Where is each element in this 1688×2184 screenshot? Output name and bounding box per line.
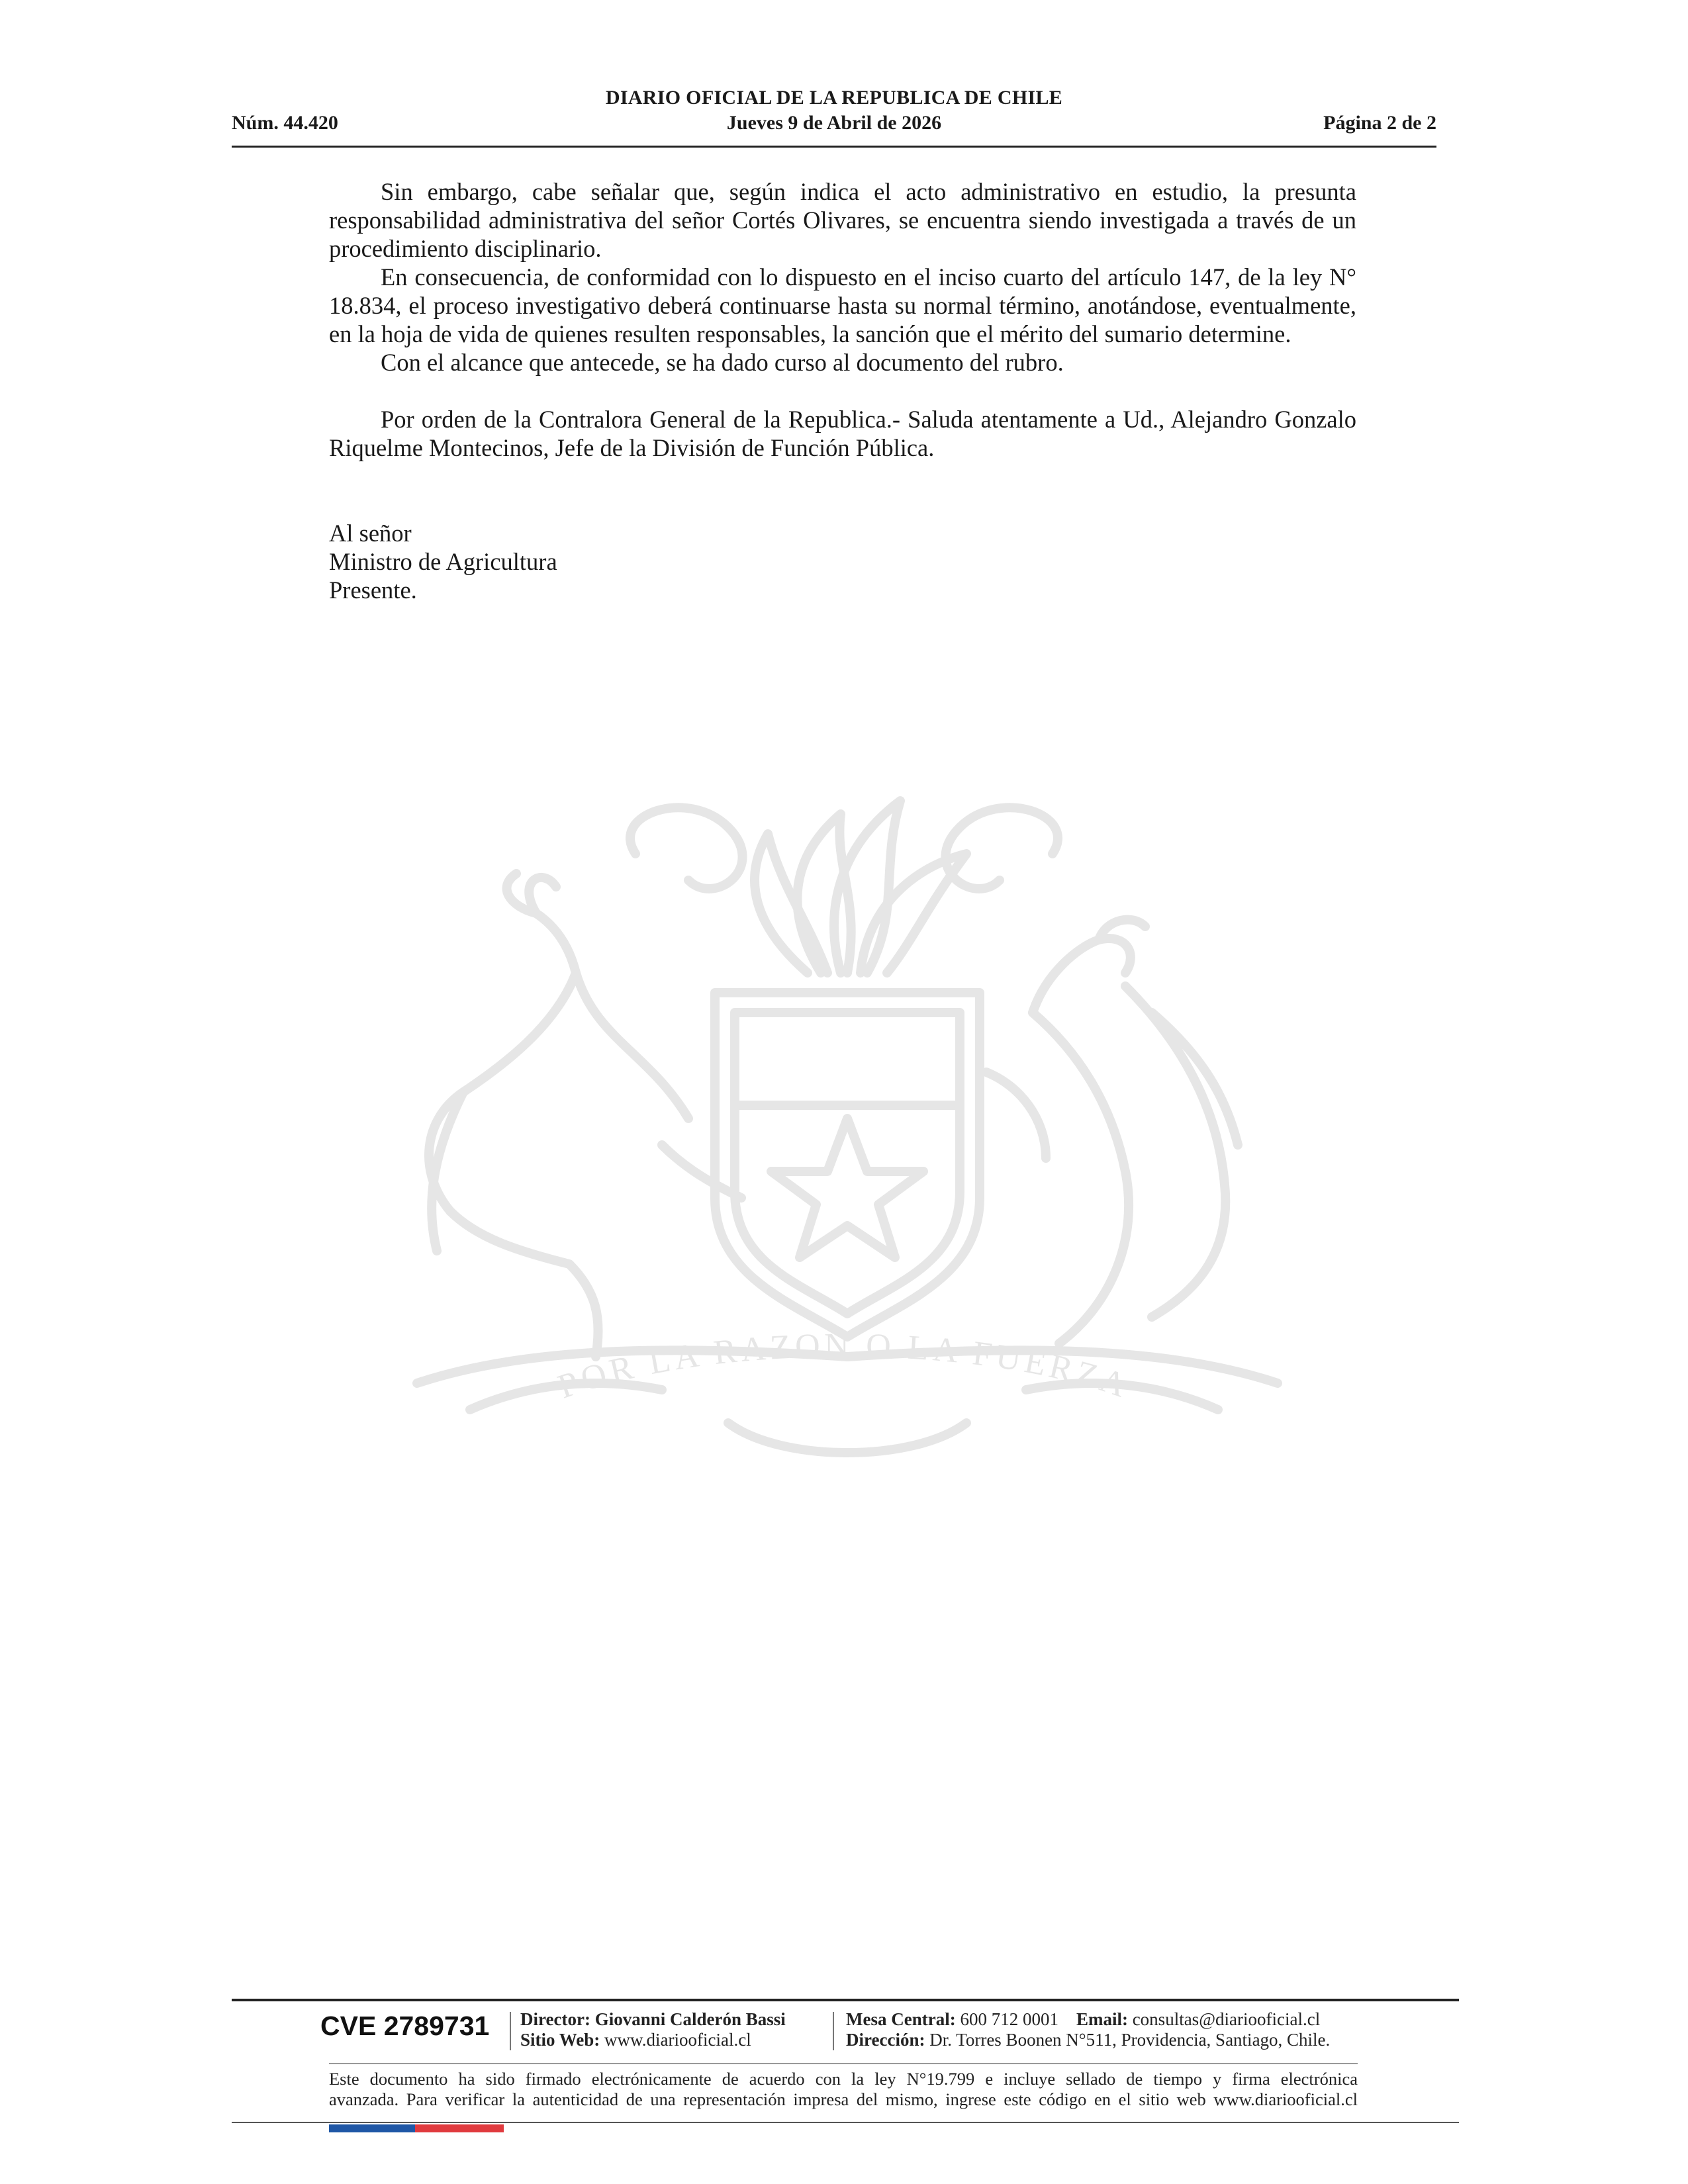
footer-separator (833, 2012, 834, 2050)
footer-inner-divider (329, 2063, 1358, 2064)
footer-bottom-divider (232, 2122, 1459, 2123)
address-line-1: Al señor (329, 520, 412, 547)
issue-date: Jueves 9 de Abril de 2026 (726, 112, 942, 134)
notice-line-2: avanzada. Para verificar la autenticidad de una representación impresa del mismo, ingrese este código en el sitio web www.diariooficial.cl (329, 2089, 1358, 2109)
footer-contact-block (846, 2009, 1330, 2050)
director-label: Director: (520, 2009, 590, 2029)
recipient-address (329, 519, 557, 604)
flag-stripe-blue (329, 2124, 415, 2132)
phone-number: 600 712 0001 (960, 2009, 1058, 2029)
address-label: Dirección: (846, 2030, 925, 2050)
paragraph-2: En consecuencia, de conformidad con lo dispuesto en el inciso cuarto del artículo 147, de la ley N° 18.834, el proceso investigativo deberá continuarse hasta su normal término, anotándose, eventualmente, en la hoja de vida de quienes resulten responsables, la sanción que el mérito del sumario determine. (329, 263, 1356, 347)
site-label: Sitio Web: (520, 2030, 600, 2050)
paragraph-4: Por orden de la Contralora General de la Republica.- Saluda atentamente a Ud., Alejandro Gonzalo Riquelme Montecinos, Jefe de la División de Función Pública. (329, 406, 1356, 461)
email-link[interactable]: consultas@diariooficial.cl (1132, 2009, 1321, 2029)
svg-text:POR LA RAZON O LA FUERZA (553, 1327, 1135, 1406)
phone-label: Mesa Central: (846, 2009, 956, 2029)
office-address: Dr. Torres Boonen N°511, Providencia, Santiago, Chile. (929, 2030, 1331, 2050)
notice-line-1: Este documento ha sido firmado electrónicamente de acuerdo con la ley N°19.799 e incluye sellado de tiempo y firma electrónica (329, 2069, 1358, 2089)
issue-number: Núm. 44.420 (232, 112, 338, 134)
watermark-motto: POR LA RAZON O LA FUERZA (553, 1326, 1135, 1406)
coat-of-arms-watermark-icon (318, 774, 1370, 1529)
signature-notice (329, 2069, 1358, 2110)
footer-separator (510, 2012, 511, 2050)
director-name: Giovanni Calderón Bassi (594, 2009, 786, 2029)
document-body (329, 177, 1356, 462)
gazette-title: DIARIO OFICIAL DE LA REPUBLICA DE CHILE (605, 87, 1063, 109)
page-indicator: Página 2 de 2 (1323, 112, 1436, 134)
flag-stripe-red (415, 2124, 504, 2132)
paragraph-1: Sin embargo, cabe señalar que, según indica el acto administrativo en estudio, la presunta responsabilidad administrativa del señor Cortés Olivares, se encuentra siendo investigada a través de un procedimiento disciplinario. (329, 178, 1356, 262)
footer-divider (232, 1999, 1459, 2001)
address-line-2: Ministro de Agricultura (329, 548, 557, 575)
page-header (232, 86, 1436, 148)
address-line-3: Presente. (329, 576, 417, 604)
footer-director-block (520, 2009, 786, 2050)
site-link[interactable]: www.diariooficial.cl (604, 2030, 751, 2050)
cve-code: CVE 2789731 (320, 2011, 490, 2041)
email-label: Email: (1076, 2009, 1128, 2029)
paragraph-3: Con el alcance que antecede, se ha dado curso al documento del rubro. (381, 349, 1064, 376)
